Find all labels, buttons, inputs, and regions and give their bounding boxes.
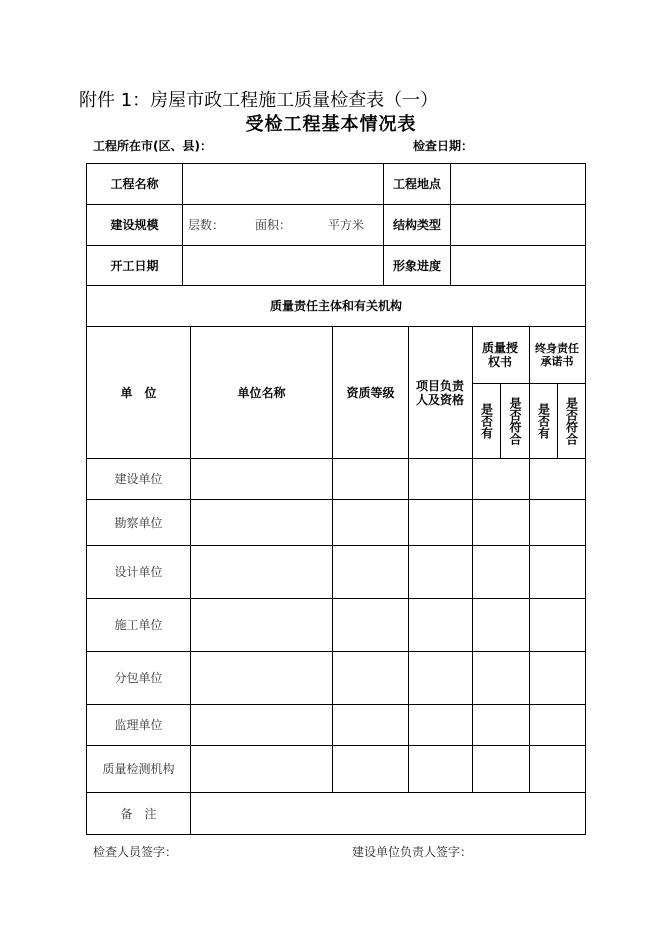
area-unit: 平方米 bbox=[328, 218, 365, 232]
structure-type-field[interactable] bbox=[451, 205, 585, 245]
project-name-label: 工程名称 bbox=[110, 177, 159, 191]
remarks-field[interactable] bbox=[191, 793, 585, 834]
col-header-lifelong: 终身责任承诺书 bbox=[535, 342, 579, 368]
lifelong-complies-label: 是否符合 bbox=[564, 397, 579, 445]
start-date-field[interactable] bbox=[183, 246, 383, 285]
inspection-date-label: 检查日期： bbox=[413, 139, 474, 153]
auth-exists-label: 是否有 bbox=[479, 403, 494, 439]
row-label-design: 设计单位 bbox=[114, 565, 163, 579]
lifelong-complies-cell bbox=[558, 384, 585, 458]
col-header-unit-name: 单位名称 bbox=[237, 385, 286, 400]
auth-complies-label: 是否符合 bbox=[508, 397, 522, 445]
lifelong-exists-cell bbox=[530, 384, 557, 458]
row-label-construction: 施工单位 bbox=[114, 618, 163, 632]
auth-exists-cell bbox=[473, 384, 500, 458]
build-scale-label: 建设规模 bbox=[110, 218, 159, 232]
form-subtitle: 受检工程基本情况表 bbox=[245, 114, 417, 135]
remarks-label: 备 注 bbox=[120, 806, 157, 821]
project-site-label: 工程地点 bbox=[392, 177, 441, 191]
location-label: 工程所在市(区、县)： bbox=[93, 139, 212, 153]
progress-field[interactable] bbox=[451, 246, 585, 285]
col-header-qualification: 资质等级 bbox=[346, 385, 395, 400]
section-title: 质量责任主体和有关机构 bbox=[269, 299, 402, 313]
auth-complies-cell bbox=[501, 384, 529, 458]
row-label-owner: 建设单位 bbox=[114, 472, 163, 486]
project-site-field[interactable] bbox=[451, 164, 585, 204]
col-header-project-lead: 项目负责人及资格 bbox=[415, 378, 464, 407]
row-label-testing: 质量检测机构 bbox=[102, 762, 175, 776]
project-name-field[interactable] bbox=[183, 164, 383, 204]
col-header-unit: 单 位 bbox=[120, 385, 157, 400]
col-header-authorization: 质量授权书 bbox=[481, 341, 518, 369]
row-label-survey: 勘察单位 bbox=[114, 515, 163, 530]
area-label: 面积： bbox=[255, 218, 292, 232]
document-title: 附件 1：房屋市政工程施工质量检查表（一） bbox=[79, 90, 439, 111]
inspector-signature-label: 检查人员签字： bbox=[93, 845, 178, 859]
lifelong-exists-label: 是否有 bbox=[536, 403, 551, 439]
row-label-supervision: 监理单位 bbox=[114, 718, 163, 732]
structure-type-label: 结构类型 bbox=[392, 218, 441, 232]
progress-label: 形象进度 bbox=[392, 258, 441, 273]
owner-signature-label: 建设单位负责人签字： bbox=[352, 845, 473, 859]
start-date-label: 开工日期 bbox=[110, 258, 159, 273]
floors-label: 层数： bbox=[188, 218, 225, 232]
row-label-subcontractor: 分包单位 bbox=[114, 671, 163, 685]
